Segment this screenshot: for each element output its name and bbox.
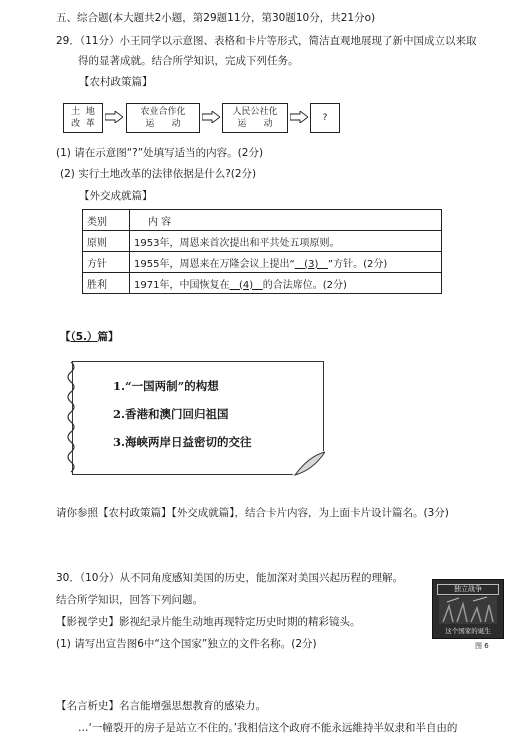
- q30-intro-line-1: 30．（10分）从不同角度感知美国的历史，能加深对美国兴起历程的理解。: [56, 572, 403, 584]
- card-heading: [60, 330, 119, 344]
- card-item-2: 2.香港和澳门回归祖国: [113, 407, 229, 421]
- flow-box-label: 农业合作化 运 动: [140, 107, 186, 129]
- q29-sub-question-1: (1) 请在示意图“?”处填写适当的内容。(2分): [56, 147, 264, 159]
- flow-box-commune: [222, 103, 288, 133]
- q30-sub-question-1: (1) 请写出宣告图6中“这个国家”独立的文件名称。(2分): [56, 638, 317, 650]
- photo-caption-bottom: 这个国家的诞生: [445, 627, 491, 635]
- table-cell-text: 的合法席位。(2分): [262, 279, 347, 291]
- q30-film-line: 【影视学史】影视纪录片能生动地再现特定历史时期的精彩镜头。: [56, 616, 361, 628]
- card-heading-suffix: 篇】: [97, 331, 119, 343]
- diplomacy-heading: 【外交成就篇】: [79, 190, 153, 202]
- table-cell-text: 1953年，周恩来首次提出和平共处五项原则。: [134, 237, 340, 249]
- flow-box-label: 土 地 改 革: [71, 107, 95, 129]
- arrow-right-icon: [202, 111, 220, 123]
- flow-box-label: 人民公社化 运 动: [232, 107, 278, 129]
- table-cell-category: 原则: [83, 231, 130, 252]
- section-title: 五、综合题(本大题共2小题，第29题11分，第30题10分，共21分o): [56, 12, 376, 24]
- table-cell-text: 1955年，周恩来在万隆会议上提出“: [134, 258, 295, 270]
- table-header-category: 类别: [83, 210, 130, 231]
- q29-intro-line-2: 得的显著成就。结合所学知识，完成下列任务。: [78, 55, 299, 67]
- flow-box-unknown: [310, 103, 340, 133]
- table-cell-category: 方针: [83, 252, 130, 273]
- achievement-card: [72, 361, 324, 475]
- table-header-row: [83, 210, 442, 231]
- table-cell-content: [130, 252, 442, 273]
- quote-heading: 【名言析史】名言能增强思想教育的感染力。: [56, 700, 266, 712]
- figure-6-photo: [432, 579, 504, 639]
- table-cell-text: 1971年，中国恢复在: [134, 279, 230, 291]
- q29-task-text: 请你参照【农村政策篇】【外交成就篇】，结合卡片内容，为上面卡片设计篇名。(3分): [56, 507, 449, 519]
- table-cell-content: [130, 231, 442, 252]
- card-item-1: 1.“一国两制”的构想: [113, 379, 219, 393]
- table-row: [83, 231, 442, 252]
- table-header-content: 内 容: [130, 210, 442, 231]
- card-heading-prefix: 【: [60, 331, 71, 343]
- figure-6-label: 图 6: [475, 642, 489, 650]
- table-cell-content: [130, 273, 442, 294]
- flow-box-land-reform: [63, 103, 103, 133]
- table-row: [83, 273, 442, 294]
- card-binding-icon: [63, 358, 79, 478]
- answer-blank-5: （5.）: [70, 331, 98, 343]
- photo-caption-top: 独立战争: [437, 584, 499, 595]
- page-curl-icon: [291, 450, 325, 476]
- answer-blank-3: (3): [294, 258, 328, 270]
- card-item-3: 3.海峡两岸日益密切的交往: [113, 435, 252, 449]
- flow-box-cooperative: [126, 103, 200, 133]
- answer-blank-4: (4): [229, 279, 263, 291]
- q29-intro-line-1: 29．（11分）小王同学以示意图、表格和卡片等形式，简洁直观地展现了新中国成立以来取: [56, 35, 477, 47]
- arrow-right-icon: [290, 111, 308, 123]
- arrow-right-icon: [105, 111, 123, 123]
- quote-line: …‘一幢裂开的房子是站立不住的。’我相信这个政府不能永远維持半奴隶和半自由的: [78, 722, 458, 734]
- q29-sub-question-2: (2) 实行土地改革的法律依据是什么?(2分): [60, 168, 257, 180]
- q30-intro-line-2: 结合所学知识，回答下列问题。: [56, 594, 203, 606]
- table-cell-category: 胜利: [83, 273, 130, 294]
- diplomacy-table: [82, 209, 442, 294]
- flow-box-label: ?: [322, 113, 328, 123]
- soldiers-illustration-icon: [439, 596, 497, 624]
- table-cell-text: ”方针。(2分): [327, 258, 388, 270]
- rural-policy-heading: 【农村政策篇】: [79, 76, 153, 88]
- table-row: [83, 252, 442, 273]
